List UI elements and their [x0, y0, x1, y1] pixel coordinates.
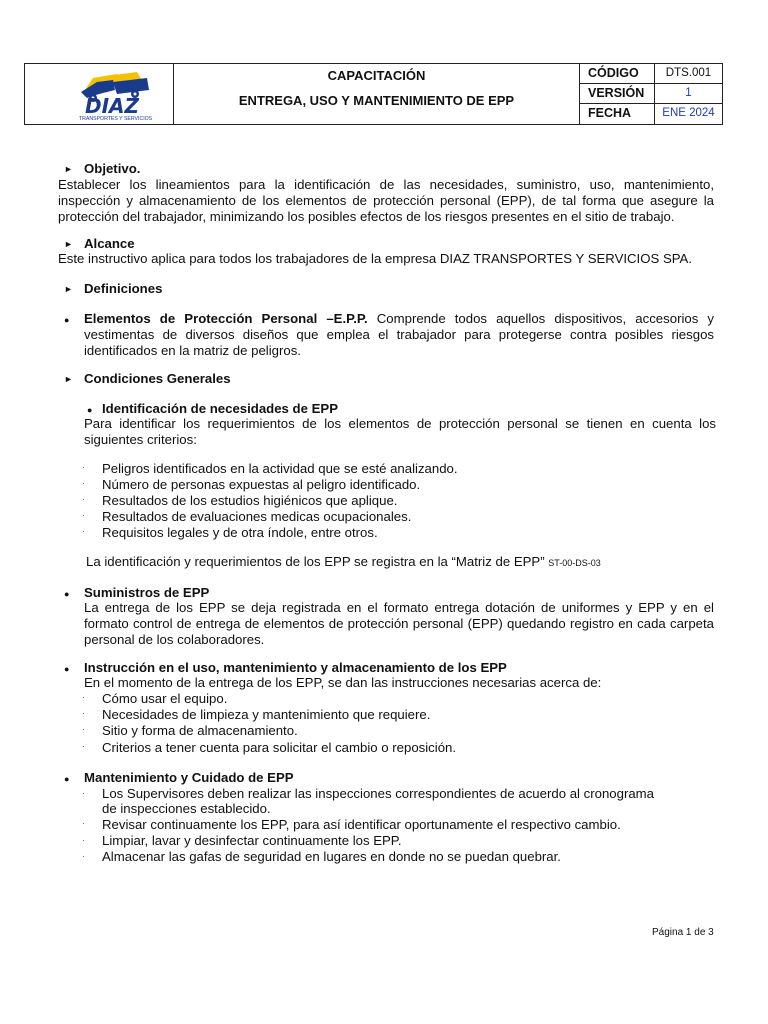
list-dash-icon: ·	[82, 692, 85, 702]
bullet-icon: ●	[87, 405, 93, 415]
logo-subtitle: TRANSPORTES Y SERVICIOS	[79, 116, 153, 122]
list-dash-icon: ·	[82, 851, 85, 861]
section-arrow-icon: ►	[64, 239, 73, 249]
bullet-icon: ●	[64, 315, 70, 325]
instruccion-intro: En el momento de la entrega de los EPP, se dan las instrucciones necesarias acerca de:	[84, 675, 602, 690]
alcance-text: Este instructivo aplica para todos los trabajadores de la empresa DIAZ TRANSPORTES Y SERVICIOS SPA.	[58, 251, 693, 266]
meta-row-fecha	[580, 104, 722, 124]
list-dash-icon: ·	[82, 788, 85, 798]
list-dash-icon: ·	[82, 708, 85, 718]
list-dash-icon: ·	[82, 462, 85, 472]
document-title: CAPACITACIÓN	[327, 68, 426, 83]
meta-row-codigo	[580, 64, 722, 84]
bullet-icon: ●	[64, 589, 70, 599]
meta-row-version	[580, 84, 722, 104]
bullet-icon: ●	[64, 774, 70, 784]
mantenimiento-item-line1: Los Supervisores deben realizar las inspecciones correspondientes de acuerdo al cronograma	[102, 786, 654, 801]
identificacion-registro	[86, 554, 601, 569]
list-dash-icon: ·	[82, 510, 85, 520]
section-arrow-icon: ►	[64, 284, 73, 294]
section-arrow-icon: ►	[64, 164, 73, 174]
criterio-item: Resultados de evaluaciones medicas ocupacionales.	[102, 509, 412, 524]
definicion-text: Comprende todos aquellos dispositivos, accesorios y vestimentas de diversos diseños que emplea el trabajador para protegerse contra posibles riesgos identificados en la matriz de peligros.	[84, 311, 715, 358]
list-dash-icon: ·	[82, 494, 85, 504]
registro-code: ST-00-DS-03	[548, 558, 601, 568]
subsection-heading-instruccion: Instrucción en el uso, mantenimiento y almacenamiento de los EPP	[84, 660, 507, 675]
list-dash-icon: ·	[82, 818, 85, 828]
criterio-item: Requisitos legales y de otra índole, entre otros.	[102, 525, 378, 540]
criterio-item: Resultados de los estudios higiénicos que aplique.	[102, 493, 398, 508]
subsection-heading-mantenimiento: Mantenimiento y Cuidado de EPP	[84, 770, 294, 785]
page-number: Página 1 de 3	[652, 927, 714, 938]
subsection-heading-suministros: Suministros de EPP	[84, 585, 210, 600]
definicion-epp	[84, 311, 714, 358]
meta-cell	[580, 64, 722, 124]
criterio-item: Peligros identificados en la actividad que se esté analizando.	[102, 461, 458, 476]
instruccion-item: Necesidades de limpieza y mantenimiento que requiere.	[102, 707, 431, 722]
list-dash-icon: ·	[82, 526, 85, 536]
subsection-heading-identificacion: Identificación de necesidades de EPP	[102, 401, 338, 416]
logo-name: DIAZ	[85, 94, 140, 118]
section-heading-objetivo: Objetivo.	[84, 161, 141, 176]
list-dash-icon: ·	[82, 724, 85, 734]
mantenimiento-item: Almacenar las gafas de seguridad en lugares en donde no se puedan quebrar.	[102, 849, 561, 864]
mantenimiento-item: Revisar continuamente los EPP, para así identificar oportunamente el respectivo cambio.	[102, 817, 621, 832]
logo-cell	[25, 64, 174, 124]
identificacion-intro: Para identificar los requerimientos de los elementos de protección personal se tienen en cuenta los siguientes criterios:	[84, 416, 716, 447]
section-arrow-icon: ►	[64, 374, 73, 384]
registro-text: La identificación y requerimientos de los EPP se registra en la “Matriz de EPP”	[86, 554, 545, 569]
section-heading-definiciones: Definiciones	[84, 281, 163, 296]
list-dash-icon: ·	[82, 835, 85, 845]
definicion-term: Elementos de Protección Personal –E.P.P.	[84, 311, 368, 326]
instruccion-item: Criterios a tener cuenta para solicitar el cambio o reposición.	[102, 740, 457, 755]
criterio-item: Número de personas expuestas al peligro identificado.	[102, 477, 421, 492]
suministros-text: La entrega de los EPP se deja registrada en el formato entrega dotación de uniformes y EPP y en el formato control de entrega de elementos de protección personal (EPP) quedando registro en cada carpeta personal de los colaboradores.	[84, 600, 714, 647]
meta-label: FECHA	[580, 104, 655, 124]
list-dash-icon: ·	[82, 478, 85, 488]
meta-label: CÓDIGO	[580, 64, 655, 83]
mantenimiento-item-line2: de inspecciones establecido.	[102, 801, 271, 816]
meta-value: 1	[685, 87, 692, 99]
document-header-table	[24, 63, 723, 125]
list-dash-icon: ·	[82, 741, 85, 751]
instruccion-item: Cómo usar el equipo.	[102, 691, 228, 706]
instruccion-item: Sitio y forma de almacenamiento.	[102, 723, 298, 738]
document-subtitle: ENTREGA, USO Y MANTENIMIENTO DE EPP	[238, 93, 515, 108]
mantenimiento-item: Limpiar, lavar y desinfectar continuamente los EPP.	[102, 833, 402, 848]
title-cell	[174, 64, 580, 124]
bullet-icon: ●	[64, 664, 70, 674]
meta-value: DTS.001	[665, 67, 712, 79]
section-heading-condiciones: Condiciones Generales	[84, 371, 231, 386]
meta-value: ENE 2024	[662, 107, 715, 119]
section-heading-alcance: Alcance	[84, 236, 135, 251]
objetivo-text: Establecer los lineamientos para la identificación de las necesidades, suministro, uso, mantenimiento, inspección y almacenamiento de los elementos de protección personal (EPP), de tal forma que asegure la protección del trabajador, minimizando los posibles efectos de los riesgos presentes en el sitio de trabajo.	[58, 177, 714, 224]
meta-label: VERSIÓN	[580, 84, 655, 103]
